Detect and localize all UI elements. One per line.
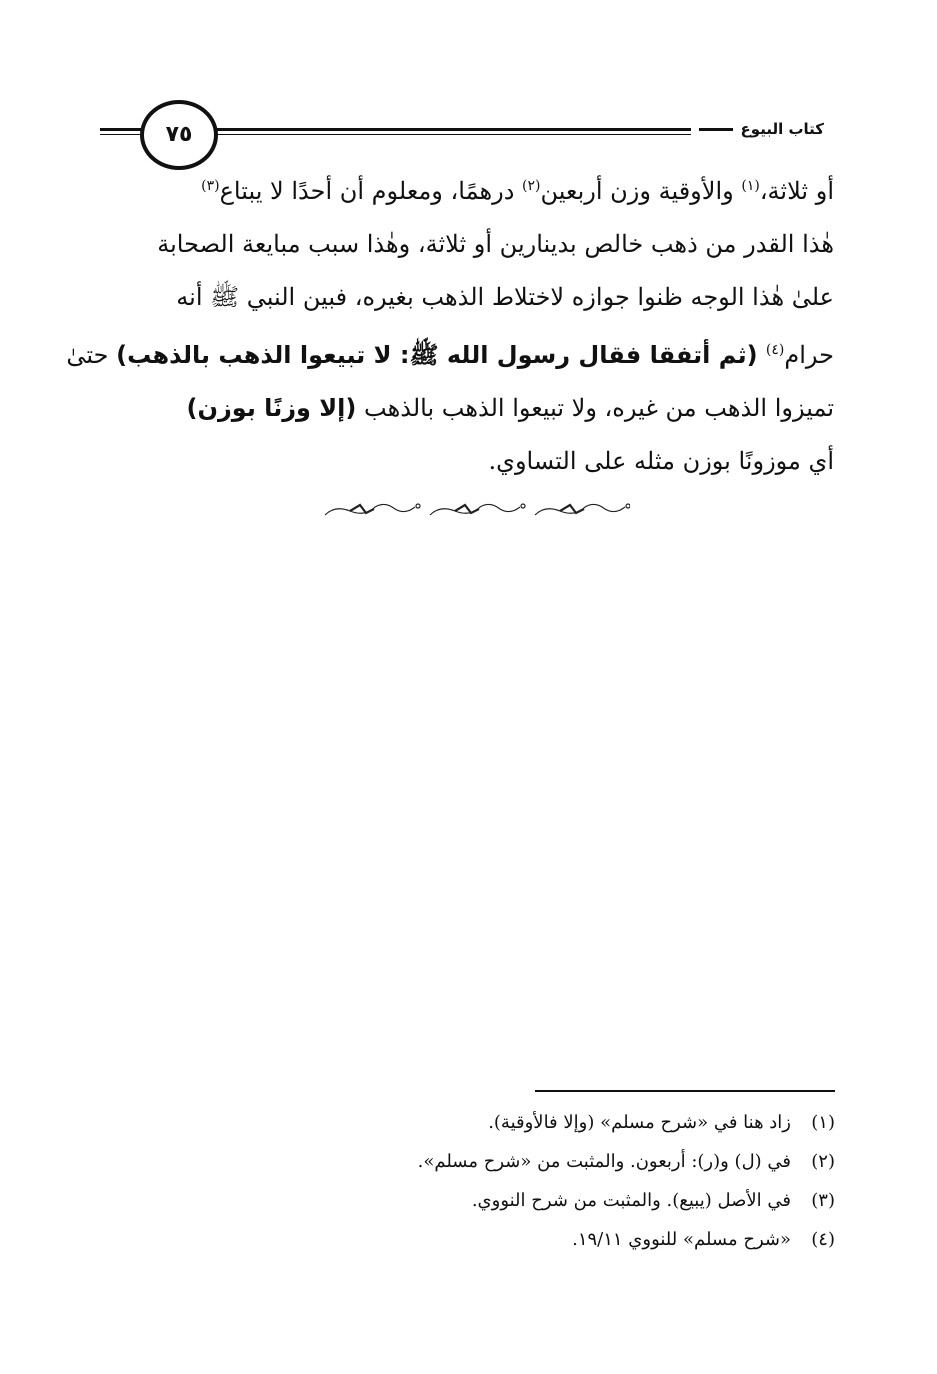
main-text xyxy=(66,160,834,488)
footnote-text: في (ل) و(ر): أربعون. والمثبت من «شرح مسلم». xyxy=(417,1151,791,1172)
footnote xyxy=(300,1181,835,1220)
footnote-number: (٢) xyxy=(811,1151,835,1172)
page-header xyxy=(100,100,832,160)
footnote-ref: (٢) xyxy=(522,178,541,194)
ornament-flourish xyxy=(325,504,420,515)
footnote-text: في الأصل (يبيع). والمثبت من شرح النووي. xyxy=(471,1190,791,1211)
footnote-separator xyxy=(535,1090,835,1092)
text-line: تميزوا الذهب من غيره، ولا تبيعوا الذهب بالذهب (إلا وزنًا بوزن) xyxy=(186,394,834,422)
footnote-ref: (١) xyxy=(741,178,760,194)
section-ornament xyxy=(320,495,630,525)
text-line: أي موزونًا بوزن مثله على التساوي. xyxy=(488,447,834,475)
footnote-number: (٣) xyxy=(811,1190,835,1211)
footnote xyxy=(300,1142,835,1181)
text-line: هٰذا القدر من ذهب خالص بدينارين أو ثلاثة، وهٰذا سبب مبايعة الصحابة xyxy=(157,230,834,258)
page-number: ٧٥ xyxy=(140,100,218,170)
footnote-text: زاد هنا في «شرح مسلم» (وإلا فالأوقية). xyxy=(488,1112,791,1133)
ornament-flourish xyxy=(535,504,630,515)
chapter-title: كتاب البيوع xyxy=(691,114,832,144)
footnote-ref: (٣) xyxy=(201,178,220,194)
hadith-quote: (إلا وزنًا بوزن) xyxy=(186,394,357,422)
footnote-number: (٤) xyxy=(811,1229,835,1250)
footnote-text: «شرح مسلم» للنووي ١٩/١١. xyxy=(572,1229,791,1250)
footnote xyxy=(300,1103,835,1142)
footnotes xyxy=(300,1103,835,1259)
footnote xyxy=(300,1220,835,1259)
text-line: حرام$^{(٤)}$ (ثم أتفقا فقال رسول الله ﷺ: لا تبيعوا الذهب بالذهب) حتىٰ xyxy=(66,341,834,369)
text-line: أو ثلاثة،$^{(١)}$ والأوقية وزن أربعين$^{(٢)}$ درهمًا، ومعلوم أن أحدًا لا يبتاع$^{(٣)}$ xyxy=(201,177,834,205)
text-line: علىٰ هٰذا الوجه ظنوا جوازه لاختلاط الذهب بغيره، فبين النبي ﷺ أنه xyxy=(176,283,834,311)
footnote-ref: (٤) xyxy=(765,342,785,358)
hadith-quote: (ثم أتفقا فقال رسول الله ﷺ: لا تبيعوا الذهب بالذهب) xyxy=(116,341,766,369)
ornament-flourish xyxy=(430,504,525,515)
footnote-number: (١) xyxy=(811,1112,835,1133)
